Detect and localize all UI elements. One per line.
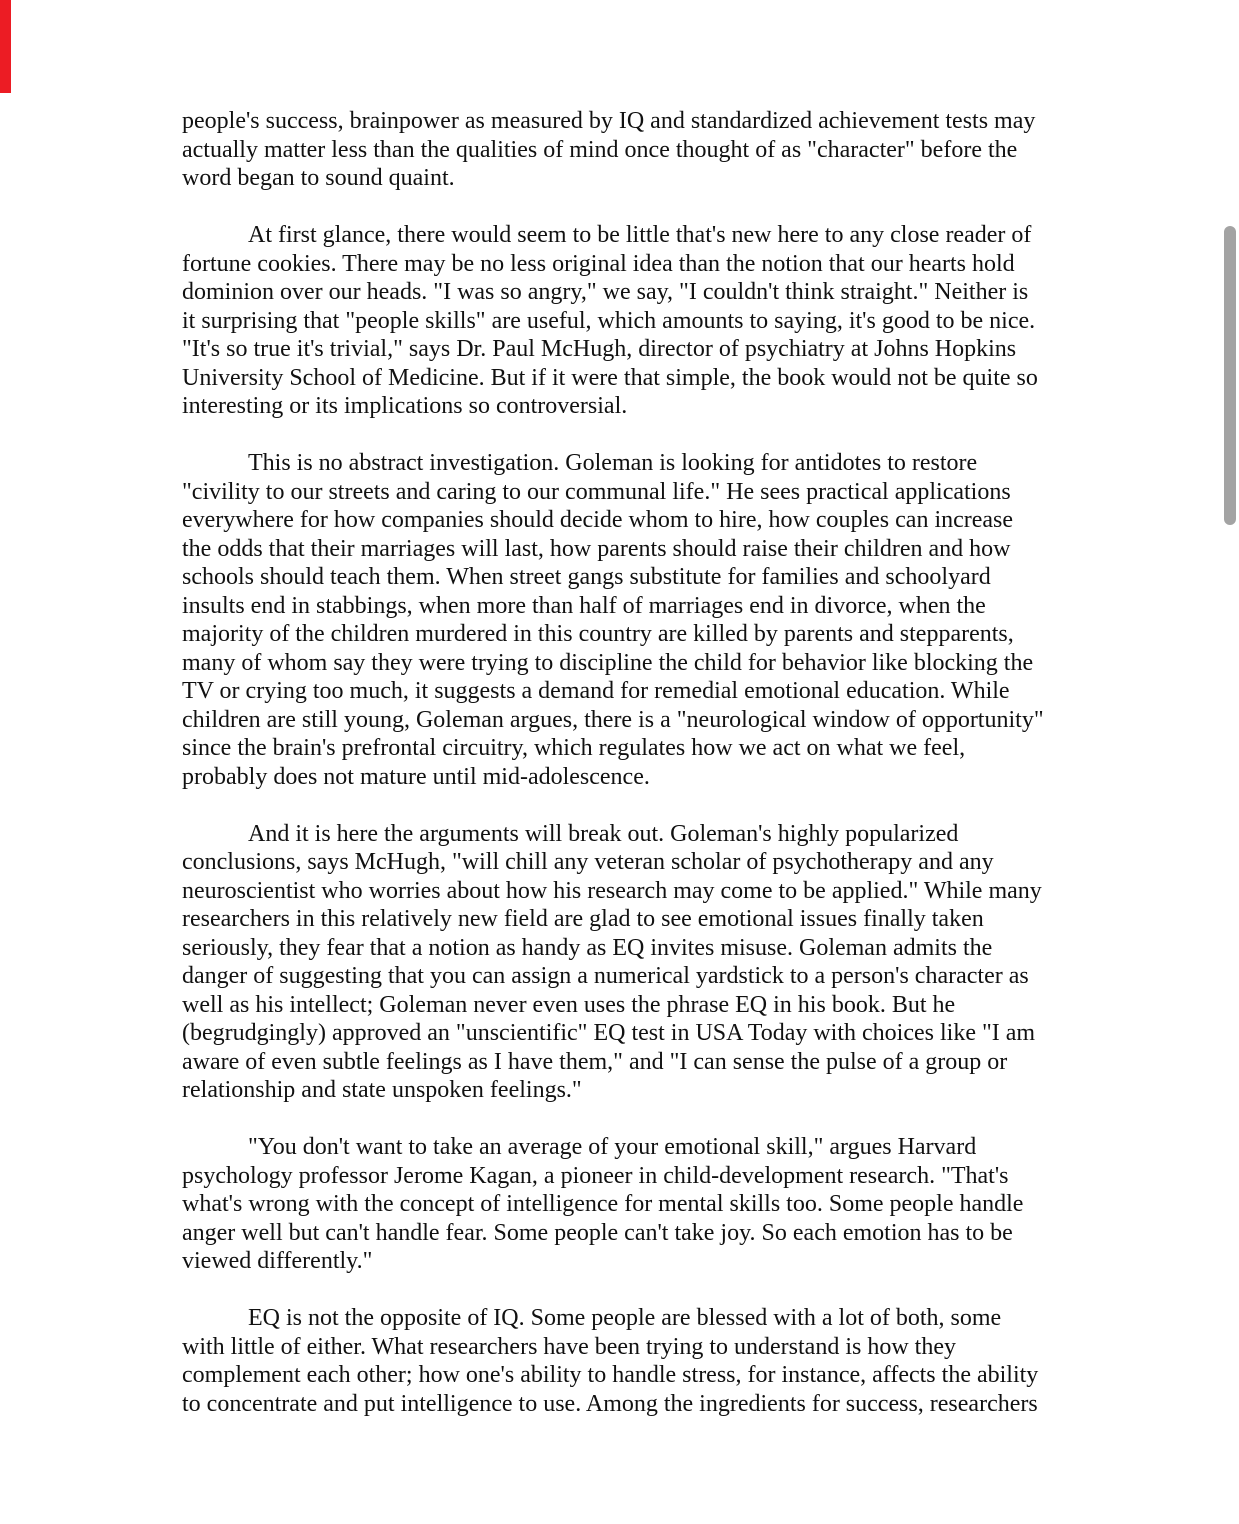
text-line: psychology professor Jerome Kagan, a pioneer in child-development research. "That's (182, 1162, 1009, 1189)
text-line: At first glance, there would seem to be little that's new here to any close reader of (248, 222, 1032, 248)
text-line: neuroscientist who worries about how his research may come to be applied." While many (182, 877, 1042, 904)
text-line: "It's so true it's trivial," says Dr. Paul McHugh, director of psychiatry at Johns Hopkins (182, 336, 1017, 362)
document-text (182, 107, 1082, 1447)
text-line: what's wrong with the concept of intelligence for mental skills too. Some people handle (182, 1191, 1024, 1217)
paragraph (182, 820, 1082, 1105)
text-line: to concentrate and put intelligence to use. Among the ingredients for success, researchers (182, 1390, 1038, 1417)
text-line: aware of even subtle feelings as I have them," and "I can sense the pulse of a group or (182, 1048, 1008, 1075)
text-line: researchers in this relatively new field are glad to see emotional issues finally taken (182, 906, 984, 932)
text-line: many of whom say they were trying to discipline the child for behavior like blocking the (182, 649, 1034, 676)
text-line: viewed differently." (182, 1248, 373, 1274)
text-line: interesting or its implications so controversial. (182, 393, 628, 419)
text-line: actually matter less than the qualities of mind once thought of as "character" before the (182, 136, 1018, 163)
text-line: word began to sound quaint. (182, 165, 455, 191)
text-line: conclusions, says McHugh, "will chill any veteran scholar of psychotherapy and any (182, 849, 994, 875)
text-line: dominion over our heads. "I was so angry," we say, "I couldn't think straight." Neither is (182, 279, 1029, 305)
text-line: everywhere for how companies should decide whom to hire, how couples can increase (182, 507, 1014, 533)
paragraph (182, 449, 1082, 791)
text-line: it surprising that "people skills" are useful, which amounts to saying, it's good to be nice. (182, 307, 1036, 334)
text-line: well as his intellect; Goleman never even uses the phrase EQ in his book. But he (182, 991, 956, 1018)
text-line: "civility to our streets and caring to our communal life." He sees practical applications (182, 478, 1011, 505)
paragraph (182, 1133, 1082, 1276)
paragraph (182, 221, 1082, 421)
text-line: with little of either. What researchers have been trying to understand is how they (182, 1333, 956, 1360)
text-line: children are still young, Goleman argues, there is a "neurological window of opportunity" (182, 706, 1044, 733)
text-line: majority of the children murdered in this country are killed by parents and stepparents, (182, 621, 1014, 647)
text-line: since the brain's prefrontal circuitry, which regulates how we act on what we feel, (182, 735, 966, 761)
text-line: "You don't want to take an average of your emotional skill," argues Harvard (248, 1134, 977, 1160)
red-edge-marker (0, 0, 11, 93)
text-line: TV or crying too much, it suggests a demand for remedial emotional education. While (182, 678, 1010, 704)
text-line: EQ is not the opposite of IQ. Some people are blessed with a lot of both, some (248, 1305, 1002, 1331)
text-line: the odds that their marriages will last, how parents should raise their children and how (182, 535, 1011, 562)
text-line: fortune cookies. There may be no less original idea than the notion that our hearts hold (182, 250, 1015, 277)
scrollbar-thumb[interactable] (1224, 226, 1236, 525)
text-line: insults end in stabbings, when more than half of marriages end in divorce, when the (182, 592, 986, 619)
paragraph (182, 107, 1082, 193)
text-line: (begrudgingly) approved an "unscientific" EQ test in USA Today with choices like "I am (182, 1020, 1036, 1046)
text-line: And it is here the arguments will break out. Goleman's highly popularized (248, 820, 959, 847)
text-line: University School of Medicine. But if it were that simple, the book would not be quite so (182, 364, 1038, 391)
text-line: This is no abstract investigation. Goleman is looking for antidotes to restore (248, 450, 978, 476)
text-line: complement each other; how one's ability to handle stress, for instance, affects the ability (182, 1362, 1039, 1388)
text-line: anger well but can't handle fear. Some people can't take joy. So each emotion has to be (182, 1219, 1013, 1246)
text-line: people's success, brainpower as measured by IQ and standardized achievement tests may (182, 108, 1036, 134)
paragraph (182, 1304, 1082, 1418)
text-line: probably does not mature until mid-adolescence. (182, 763, 650, 790)
text-line: relationship and state unspoken feelings." (182, 1077, 582, 1103)
text-line: schools should teach them. When street gangs substitute for families and schoolyard (182, 564, 991, 590)
text-line: danger of suggesting that you can assign a numerical yardstick to a person's character as (182, 963, 1029, 989)
text-line: seriously, they fear that a notion as handy as EQ invites misuse. Goleman admits the (182, 934, 993, 961)
